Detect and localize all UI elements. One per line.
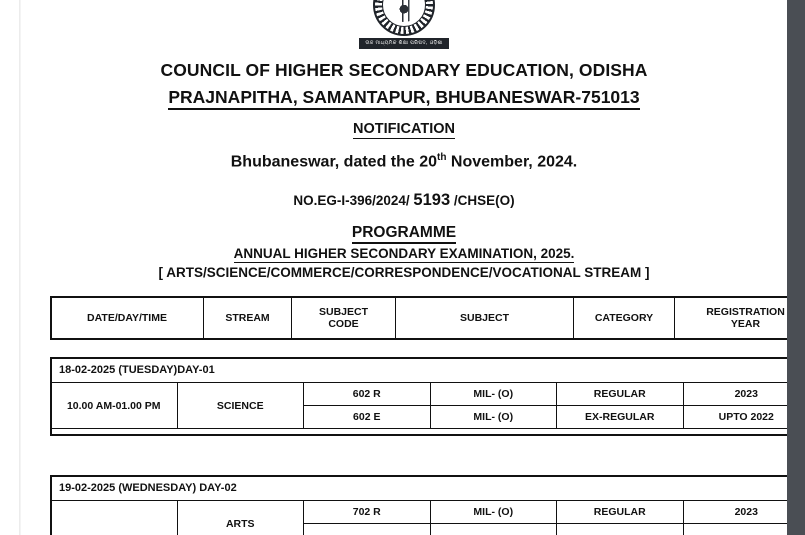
examination-title (21, 246, 787, 261)
day-01-row-1-subject: MIL- (O) (430, 383, 557, 406)
day-02-row-2-category (557, 524, 684, 535)
emblem-inner-device (387, 0, 421, 22)
notification-heading (21, 121, 787, 137)
organisation-address (21, 87, 787, 108)
day-01-stream: SCIENCE (177, 383, 304, 429)
stream-list-line: [ ARTS/SCIENCE/COMMERCE/CORRESPONDENCE/VOCATIONAL STREAM ] (158, 265, 650, 280)
column-header-subject-code-line2: CODE (328, 318, 359, 330)
viewer-right-chrome (787, 0, 805, 535)
chse-odisha-emblem-icon (373, 0, 435, 36)
day-01-time: 10.00 AM-01.00 PM (51, 383, 178, 429)
column-header-subject-code-line1: SUBJECT (318, 305, 368, 318)
column-header-subject: SUBJECT (396, 297, 574, 340)
notification-number-value: 5193 (413, 191, 451, 209)
day-01-subject-row-1 (51, 383, 788, 406)
day-02-stream: ARTS (177, 501, 304, 535)
programme-heading-text: PROGRAMME (352, 224, 456, 244)
day-02-row-2-subject (430, 524, 557, 535)
day-02-row-2-registration-year (683, 524, 787, 535)
day-01-date-header-row (51, 358, 788, 383)
day-01-row-1-category: REGULAR (557, 383, 684, 406)
notification-number-line (21, 191, 787, 210)
column-header-subject-code (292, 297, 396, 340)
day-02-row-1-subject: MIL- (O) (430, 501, 557, 524)
day-01-row-2-subject: MIL- (O) (430, 406, 557, 429)
notification-heading-text: NOTIFICATION (352, 121, 456, 137)
day-02-date-header: 19-02-2025 (WEDNESDAY) DAY-02 (51, 476, 788, 501)
column-header-date-day-time: DATE/DAY/TIME (51, 297, 204, 340)
emblem-block (21, 0, 787, 49)
column-header-registration-year-line1: REGISTRATION (706, 305, 785, 318)
notification-date-prefix: Bhubaneswar, dated the 20 (230, 153, 438, 171)
day-02-date-header-row (51, 476, 788, 501)
day-01-row-1-subject-code: 602 R (304, 383, 431, 406)
schedule-day-02-table (50, 475, 787, 535)
day-01-row-2-registration-year: UPTO 2022 (683, 406, 787, 429)
notification-number-suffix: /CHSE(O) (453, 193, 515, 208)
organisation-name: COUNCIL OF HIGHER SECONDARY EDUCATION, ODISHA (160, 60, 648, 80)
day-02-subject-row-1 (51, 501, 788, 524)
page-left-edge-line (19, 0, 21, 535)
notification-date-line (21, 152, 787, 171)
notification-date-rest: November, 2024. (446, 153, 578, 171)
day-02-row-2-subject-code (304, 524, 431, 535)
day-01-row-1-registration-year: 2023 (683, 383, 787, 406)
day-02-time (51, 501, 178, 535)
examination-title-text: ANNUAL HIGHER SECONDARY EXAMINATION, 2025. (233, 246, 575, 261)
schedule-column-header-table (50, 296, 787, 340)
column-header-registration-year (675, 297, 788, 340)
schedule-day-01-table (50, 357, 787, 429)
day-01-row-2-subject-code: 602 E (304, 406, 431, 429)
day-02-row-1-subject-code: 702 R (304, 501, 431, 524)
emblem-banner-text: ଉଚ୍ଚ ମାଧ୍ୟମିକ ଶିକ୍ଷା ପରିଷଦ, ଓଡ଼ିଶା (359, 38, 448, 49)
day-02-row-1-registration-year: 2023 (683, 501, 787, 524)
notification-number-prefix: NO.EG-I-396/2024/ (293, 193, 410, 208)
programme-heading (21, 224, 787, 242)
day-01-date-header: 18-02-2025 (TUESDAY)DAY-01 (51, 358, 788, 383)
document-page (21, 0, 787, 535)
organisation-address-text: PRAJNAPITHA, SAMANTAPUR, BHUBANESWAR-751013 (168, 87, 639, 110)
column-header-stream: STREAM (204, 297, 292, 340)
day-01-row-2-category: EX-REGULAR (557, 406, 684, 429)
column-header-registration-year-line2: YEAR (730, 318, 761, 330)
table-header-row (51, 297, 788, 340)
day-02-row-1-category: REGULAR (557, 501, 684, 524)
notification-date-ordinal: th (437, 152, 447, 163)
column-header-category: CATEGORY (574, 297, 675, 340)
